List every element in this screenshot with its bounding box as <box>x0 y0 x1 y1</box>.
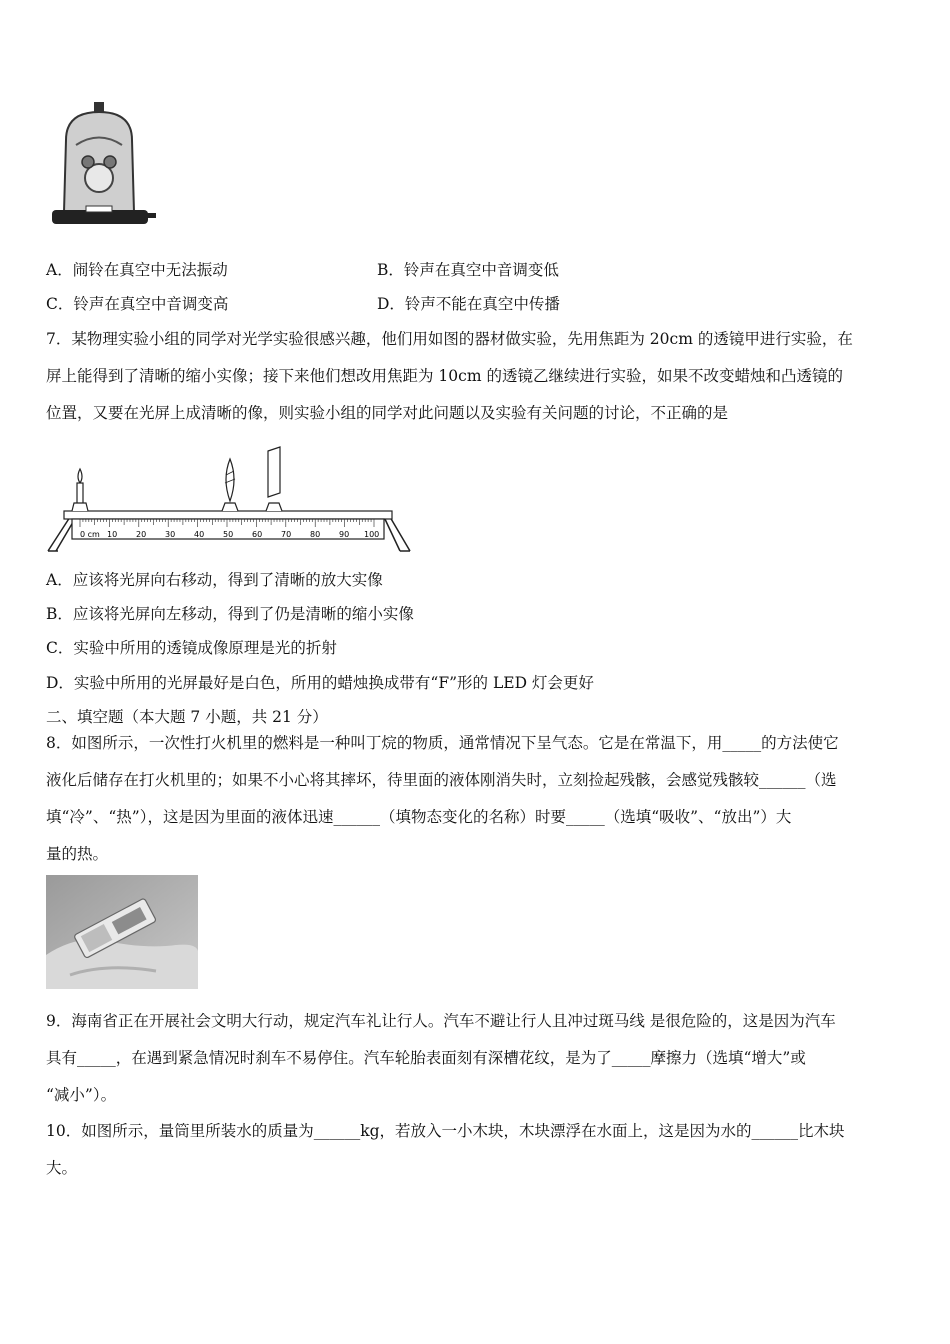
q6-option-d[interactable]: D．铃声不能在真空中传播 <box>377 295 560 313</box>
q10-stem-line-2: 大。 <box>46 1159 78 1177</box>
q8-stem-line-4: 量的热。 <box>46 845 109 863</box>
hand-shape <box>46 940 198 989</box>
ruler-tick-label-50: 50 <box>223 530 234 539</box>
jar-knob <box>94 102 104 112</box>
q7-option-a[interactable]: A．应该将光屏向右移动，得到了清晰的放大实像 <box>46 571 383 589</box>
glass-jar <box>64 112 134 212</box>
convex-lens-icon <box>222 459 238 511</box>
ruler-tick-label-90: 90 <box>339 530 350 539</box>
q6-option-b[interactable]: B．铃声在真空中音调变低 <box>377 261 559 279</box>
q7-stem-line-3: 位置，又要在光屏上成清晰的像，则实验小组的同学对此问题以及实验有关问题的讨论，不正确的是 <box>46 404 729 422</box>
ruler-tick-label-40: 40 <box>194 530 205 539</box>
q8-stem-line-1: 8．如图所示，一次性打火机里的燃料是一种叫丁烷的物质，通常情况下呈气态。它是在常温下，用_____的方法使它 <box>46 734 839 752</box>
q7-option-c[interactable]: C．实验中所用的透镜成像原理是光的折射 <box>46 639 337 657</box>
q7-option-b[interactable]: B．应该将光屏向左移动，得到了仍是清晰的缩小实像 <box>46 605 414 623</box>
ruler-tick-label-70: 70 <box>281 530 292 539</box>
bell-jar-figure <box>46 100 158 240</box>
q7-stem-line-2: 屏上能得到了清晰的缩小实像；接下来他们想改用焦距为 10cm 的透镜乙继续进行实验，如果不改变蜡烛和凸透镜的 <box>46 367 843 385</box>
q9-stem-line-3: “减小”）。 <box>46 1086 117 1104</box>
q9-stem-line-2: 具有_____，在遇到紧急情况时刹车不易停住。汽车轮胎表面刻有深槽花纹，是为了_____摩擦力（选填“增大”或 <box>46 1049 806 1067</box>
q6-option-a[interactable]: A．闹铃在真空中无法振动 <box>46 261 228 279</box>
ruler-tick-label-30: 30 <box>165 530 176 539</box>
ruler-tick-label-100: 100 <box>364 530 380 539</box>
ruler-tick-label-20: 20 <box>136 530 147 539</box>
lighter-photo <box>46 875 198 989</box>
candle-icon <box>72 469 88 511</box>
q9-stem-line-1: 9．海南省正在开展社会文明大行动，规定汽车礼让行人。汽车不避让行人且冲过斑马线 是很危险的，这是因为汽车 <box>46 1012 836 1030</box>
ruler-tick-label-10: 10 <box>107 530 118 539</box>
optical-bench-figure <box>44 445 414 557</box>
light-screen-icon <box>266 447 282 511</box>
ruler-tick-label-60: 60 <box>252 530 263 539</box>
section-2-heading: 二、填空题（本大题 7 小题，共 21 分） <box>46 708 328 726</box>
ruler-tick-label-0: 0 cm <box>80 530 100 539</box>
q8-stem-line-2: 液化后储存在打火机里的；如果不小心将其摔坏，待里面的液体刚消失时，立刻捡起残骸，会感觉残骸较______（选 <box>46 771 837 789</box>
q8-stem-line-3: 填“冷”、“热”），这是因为里面的液体迅速______（填物态变化的名称）时要_____（选填“吸收”、“放出”）大 <box>46 808 792 826</box>
q7-stem-line-1: 7．某物理实验小组的同学对光学实验很感兴趣，他们用如图的器材做实验，先用焦距为 20cm 的透镜甲进行实验，在 <box>46 330 853 348</box>
q10-stem-line-1: 10．如图所示，量筒里所装水的质量为______kg，若放入一小木块，木块漂浮在水面上，这是因为水的______比木块 <box>46 1122 845 1140</box>
q6-option-c[interactable]: C．铃声在真空中音调变高 <box>46 295 229 313</box>
bench-rail <box>64 511 392 519</box>
ruler-tick-label-80: 80 <box>310 530 321 539</box>
q7-option-d[interactable]: D．实验中所用的光屏最好是白色，所用的蜡烛换成带有“F”形的 LED 灯会更好 <box>46 674 594 692</box>
